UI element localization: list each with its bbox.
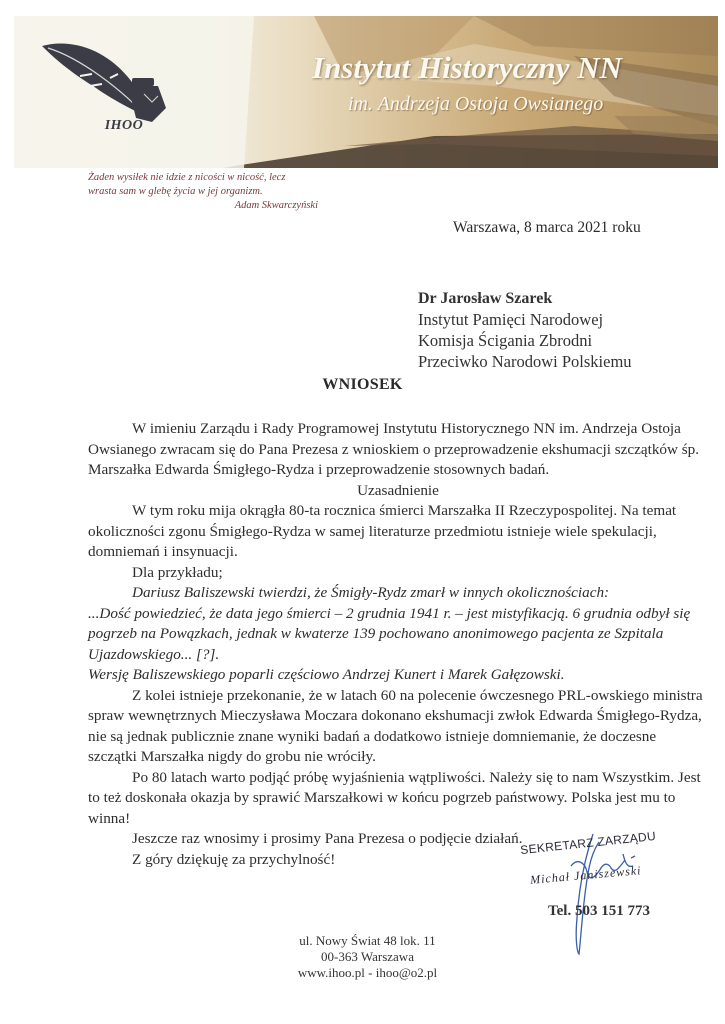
paragraph-request: W imieniu Zarządu i Rady Programowej Instytutu Historycznego NN im. Andrzeja Ostoja Owsianego zwracam się do Pana Prezesa z wnioskiem o przeprowadzenie ekshumacji szczątków śp. Marszałka Edwarda Śmigłego-Rydza i przeprowadzenie stosownych badań. [88, 420, 700, 478]
recipient-line: Przeciwko Narodowi Polskiemu [418, 352, 632, 371]
feather-inkwell-logo-icon [40, 38, 180, 128]
quote-outro: Wersję Baliszewskiego poparli częściowo Andrzej Kunert i Marek Gałęzowski. [88, 666, 565, 683]
paragraph-thanks: Z góry dziękuję za przychylność! [132, 850, 336, 868]
motto-line-2: wrasta sam w glebę życia w jej organizm. [88, 186, 263, 197]
signatory-title: SEKRETARZ ZARZĄDU [519, 828, 657, 858]
recipient-line: Instytut Pamięci Narodowej [418, 310, 604, 329]
paragraph-appeal: Po 80 latach warto podjąć próbę wyjaśnienia wątpliwości. Należy się to nam Wszystkim. Jest to też doskonała okazja by sprawić Marszałkowi w końcu pogrzeb państwowy. Polska jest mu to winna! [88, 768, 701, 827]
paragraph-exhumation: Z kolei istnieje przekonanie, że w latach 60 na polecenie ówczesnego PRL-owskiego ministra spraw wewnętrznych Mieczysława Moczara dokonano ekshumacji zwłok Edwarda Śmigłego-Rydza, nie są jednak publicznie znane wyniki badań a dodatkowo istnieje domniemanie, że doczesne szczątki Marszałka nigdy do grobu nie wróciły. [88, 686, 703, 765]
section-heading-justification: Uzasadnienie [357, 481, 439, 499]
paragraph-anniversary: W tym roku mija okrągła 80-ta rocznica śmierci Marszałka II Rzeczypospolitej. Na temat okoliczności zgonu Śmigłego-Rydza w samej literaturze przedmiotu istnieje wiele spekulacji, domniemań i insynuacji. [88, 502, 677, 560]
footer-city: 00-363 Warszawa [321, 949, 414, 964]
institute-subtitle: im. Andrzeja Ostoja Owsianego [348, 93, 604, 115]
quote-text: ...Dość powiedzieć, że data jego śmierci – 2 grudnia 1941 r. – jest mistyfikacją. 6 grudnia odbył się pogrzeb na Powązkach, jednak w kwaterze 139 pochowano anonimowego pacjenta ze Szpitala Ujazdowskiego... [?]. [88, 604, 691, 663]
logo-text: IHOO [104, 118, 144, 133]
quote-intro: Dariusz Baliszewski twierdzi, że Śmigły-Rydz zmarł w innych okolicznościach: [132, 584, 610, 601]
footer-contact: www.ihoo.pl - ihoo@o2.pl [297, 965, 438, 980]
letterhead-banner [14, 16, 718, 168]
motto-author: Adam Skwarczyński [234, 200, 318, 211]
institute-title: Instytut Historyczny NN [312, 50, 623, 85]
footer-street: ul. Nowy Świat 48 lok. 11 [299, 933, 436, 948]
motto-line-1: Żaden wysiłek nie idzie z nicości w nicość, lecz [88, 172, 286, 183]
signatory-phone: Tel. 503 151 773 [548, 903, 650, 919]
recipient-block [418, 288, 632, 372]
letter-body [88, 419, 708, 870]
footer-address [0, 933, 725, 981]
motto-quote [88, 171, 318, 213]
paragraph-example-intro: Dla przykładu; [132, 563, 223, 581]
document-title: WNIOSEK [322, 376, 403, 393]
letter-date: Warszawa, 8 marca 2021 roku [453, 219, 641, 236]
recipient-name: Dr Jarosław Szarek [418, 290, 553, 307]
paragraph-request-again: Jeszcze raz wnosimy i prosimy Pana Prezesa o podjęcie działań. [132, 830, 523, 847]
recipient-line: Komisja Ścigania Zbrodni [418, 331, 593, 350]
signatory-name: Michał Janiszewski [529, 863, 643, 887]
